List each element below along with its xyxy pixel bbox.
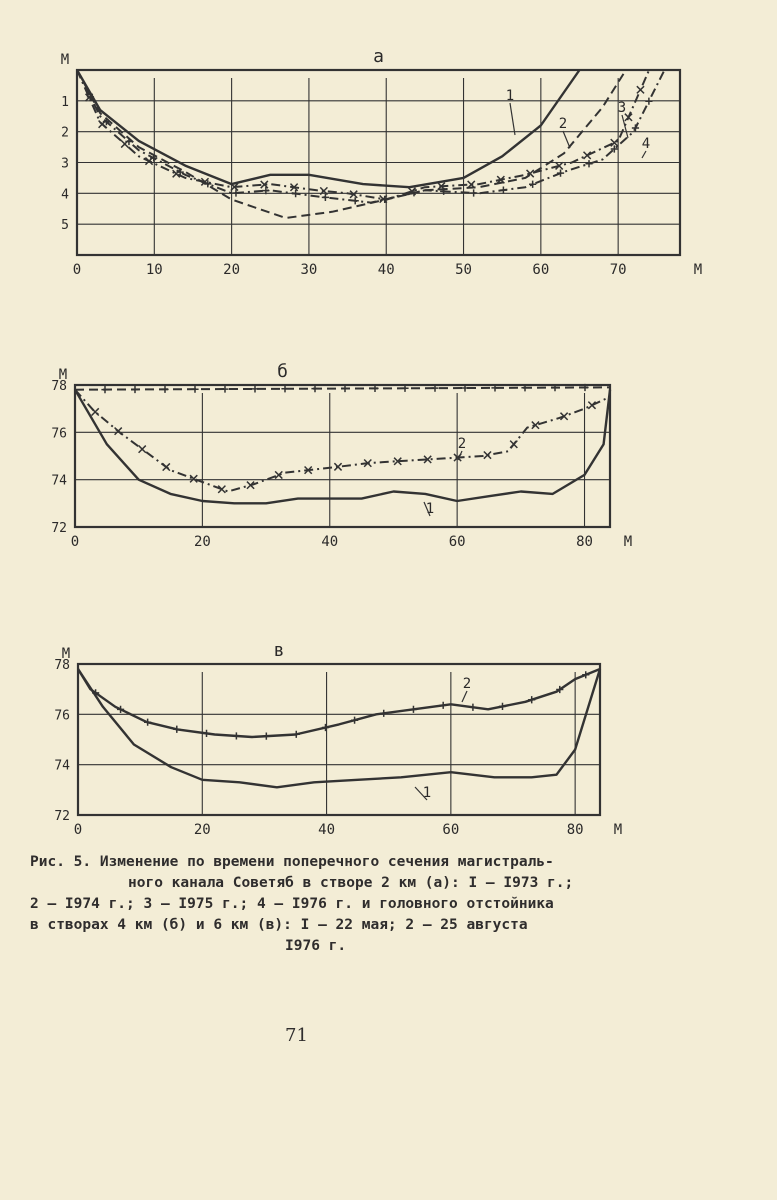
series-line xyxy=(75,390,610,492)
y-tick-label: 1 xyxy=(61,94,69,110)
x-tick-label: 10 xyxy=(145,262,163,278)
y-axis-label: М xyxy=(60,52,70,68)
chart-title: б xyxy=(277,361,288,382)
marker-plus xyxy=(528,696,535,703)
marker-plus xyxy=(232,189,239,196)
marker-plus xyxy=(381,196,388,203)
marker-plus xyxy=(281,385,288,392)
caption-line-4: в створах 4 км (б) и 6 км (в): I – 22 мая; 2 – 25 августа xyxy=(30,917,528,933)
caption-line-3: 2 – I974 г.; 3 – I975 г.; 4 – I976 г. и головного отстойника xyxy=(30,896,554,912)
marker-plus xyxy=(557,170,564,177)
y-tick-label: 5 xyxy=(61,218,69,234)
x-tick-label: 60 xyxy=(442,822,460,835)
x-tick-label: 0 xyxy=(73,822,83,835)
series-line xyxy=(75,390,610,504)
marker-plus xyxy=(131,386,138,393)
series-line xyxy=(78,669,600,737)
marker-plus xyxy=(410,706,417,713)
marker-plus xyxy=(469,704,476,711)
marker-x xyxy=(92,408,99,415)
y-tick-label: 74 xyxy=(54,758,70,774)
y-tick-label: 76 xyxy=(54,708,70,724)
marker-plus xyxy=(251,385,258,392)
x-tick-label: 20 xyxy=(193,534,211,550)
series-1 xyxy=(77,70,580,187)
marker-plus xyxy=(173,726,180,733)
marker-plus xyxy=(585,160,592,167)
marker-plus xyxy=(351,717,358,724)
plot-frame xyxy=(75,385,610,527)
x-tick-label: 60 xyxy=(448,534,466,550)
marker-plus xyxy=(144,719,151,726)
marker-x xyxy=(510,441,517,448)
y-tick-label: 72 xyxy=(51,521,67,536)
x-tick-label: 80 xyxy=(566,822,584,835)
series-label: 1 xyxy=(422,785,432,801)
gridlines xyxy=(75,385,610,527)
series-1 xyxy=(78,669,600,787)
marker-plus xyxy=(322,194,329,201)
marker-x xyxy=(584,152,591,159)
y-tick-label: 76 xyxy=(51,426,67,442)
series-line xyxy=(77,70,665,203)
x-tick-label: 30 xyxy=(300,262,318,278)
marker-plus xyxy=(380,710,387,717)
chart-a xyxy=(0,40,777,280)
series-line xyxy=(77,70,649,200)
marker-plus xyxy=(101,386,108,393)
marker-plus xyxy=(632,124,639,131)
marker-plus xyxy=(191,386,198,393)
series-2 xyxy=(78,669,600,740)
marker-x xyxy=(334,463,341,470)
marker-plus xyxy=(352,197,359,204)
x-tick-label: 20 xyxy=(223,262,241,278)
marker-plus xyxy=(221,385,228,392)
chart-b xyxy=(0,355,777,560)
marker-x xyxy=(484,452,491,459)
x-axis-label: М xyxy=(623,534,633,550)
x-tick-label: 80 xyxy=(576,534,593,550)
x-tick-label: 0 xyxy=(70,534,80,550)
marker-plus xyxy=(470,189,477,196)
marker-plus xyxy=(645,98,652,105)
series-2 xyxy=(75,390,610,493)
x-tick-label: 50 xyxy=(455,262,472,278)
series-label: 1 xyxy=(425,501,435,517)
caption-line-2: ного канала Советяб в створе 2 км (а): I – I973 г.; xyxy=(128,875,574,891)
series-label: 2 xyxy=(462,676,472,692)
y-tick-label: 78 xyxy=(54,658,70,673)
x-tick-label: 70 xyxy=(609,262,627,278)
series-leader-line xyxy=(510,103,515,135)
marker-x xyxy=(163,463,170,470)
series-leader-line xyxy=(642,151,646,158)
marker-plus xyxy=(233,732,240,739)
y-axis-label: М xyxy=(61,646,71,662)
y-axis-label: М xyxy=(58,367,68,383)
caption-line-5: I976 г. xyxy=(285,938,347,954)
chart-title: а xyxy=(373,46,384,67)
marker-plus xyxy=(125,138,132,145)
series-line xyxy=(78,669,600,787)
marker-x xyxy=(611,139,618,146)
x-tick-label: 40 xyxy=(318,822,336,835)
page-number: 71 xyxy=(285,1025,308,1046)
x-tick-label: 20 xyxy=(193,822,211,835)
marker-plus xyxy=(311,385,318,392)
y-tick-label: 72 xyxy=(54,809,70,824)
marker-plus xyxy=(293,731,300,738)
x-tick-label: 60 xyxy=(532,262,550,278)
caption-line-1: Рис. 5. Изменение по времени поперечного сечения магистраль- xyxy=(30,854,554,870)
marker-plus xyxy=(161,386,168,393)
series-line xyxy=(77,70,580,187)
x-tick-label: 40 xyxy=(321,534,339,550)
series-leader-line xyxy=(462,691,467,702)
y-tick-label: 78 xyxy=(51,379,67,394)
chart-c xyxy=(0,640,777,835)
marker-x xyxy=(139,446,146,453)
marker-x xyxy=(115,428,122,435)
marker-plus xyxy=(499,703,506,710)
marker-plus xyxy=(529,181,536,188)
gridlines xyxy=(78,664,600,815)
marker-x xyxy=(637,86,644,93)
figure-caption xyxy=(30,852,750,957)
chart-title: в xyxy=(273,640,285,661)
marker-plus xyxy=(440,702,447,709)
x-tick-label: 40 xyxy=(377,262,395,278)
marker-x xyxy=(173,170,180,177)
series-leader-line xyxy=(563,131,570,148)
y-tick-label: 4 xyxy=(61,187,69,203)
series-label: 4 xyxy=(641,136,651,152)
marker-plus xyxy=(500,186,507,193)
marker-plus xyxy=(263,733,270,740)
marker-plus xyxy=(203,730,210,737)
plot-frame xyxy=(78,664,600,815)
marker-x xyxy=(588,402,595,409)
x-axis-label: М xyxy=(693,262,703,278)
x-tick-label: 0 xyxy=(72,262,82,278)
y-tick-label: 3 xyxy=(61,156,69,172)
y-tick-label: 2 xyxy=(61,125,69,141)
x-axis-label: М xyxy=(613,822,623,835)
series-label: 3 xyxy=(617,100,627,116)
marker-plus xyxy=(292,190,299,197)
series-1 xyxy=(75,390,610,504)
series-3 xyxy=(77,70,649,203)
series-label: 1 xyxy=(505,88,515,104)
series-label: 2 xyxy=(558,116,568,132)
y-tick-label: 74 xyxy=(51,473,67,489)
marker-plus xyxy=(582,671,589,678)
series-label: 2 xyxy=(457,436,467,452)
marker-plus xyxy=(322,724,329,731)
